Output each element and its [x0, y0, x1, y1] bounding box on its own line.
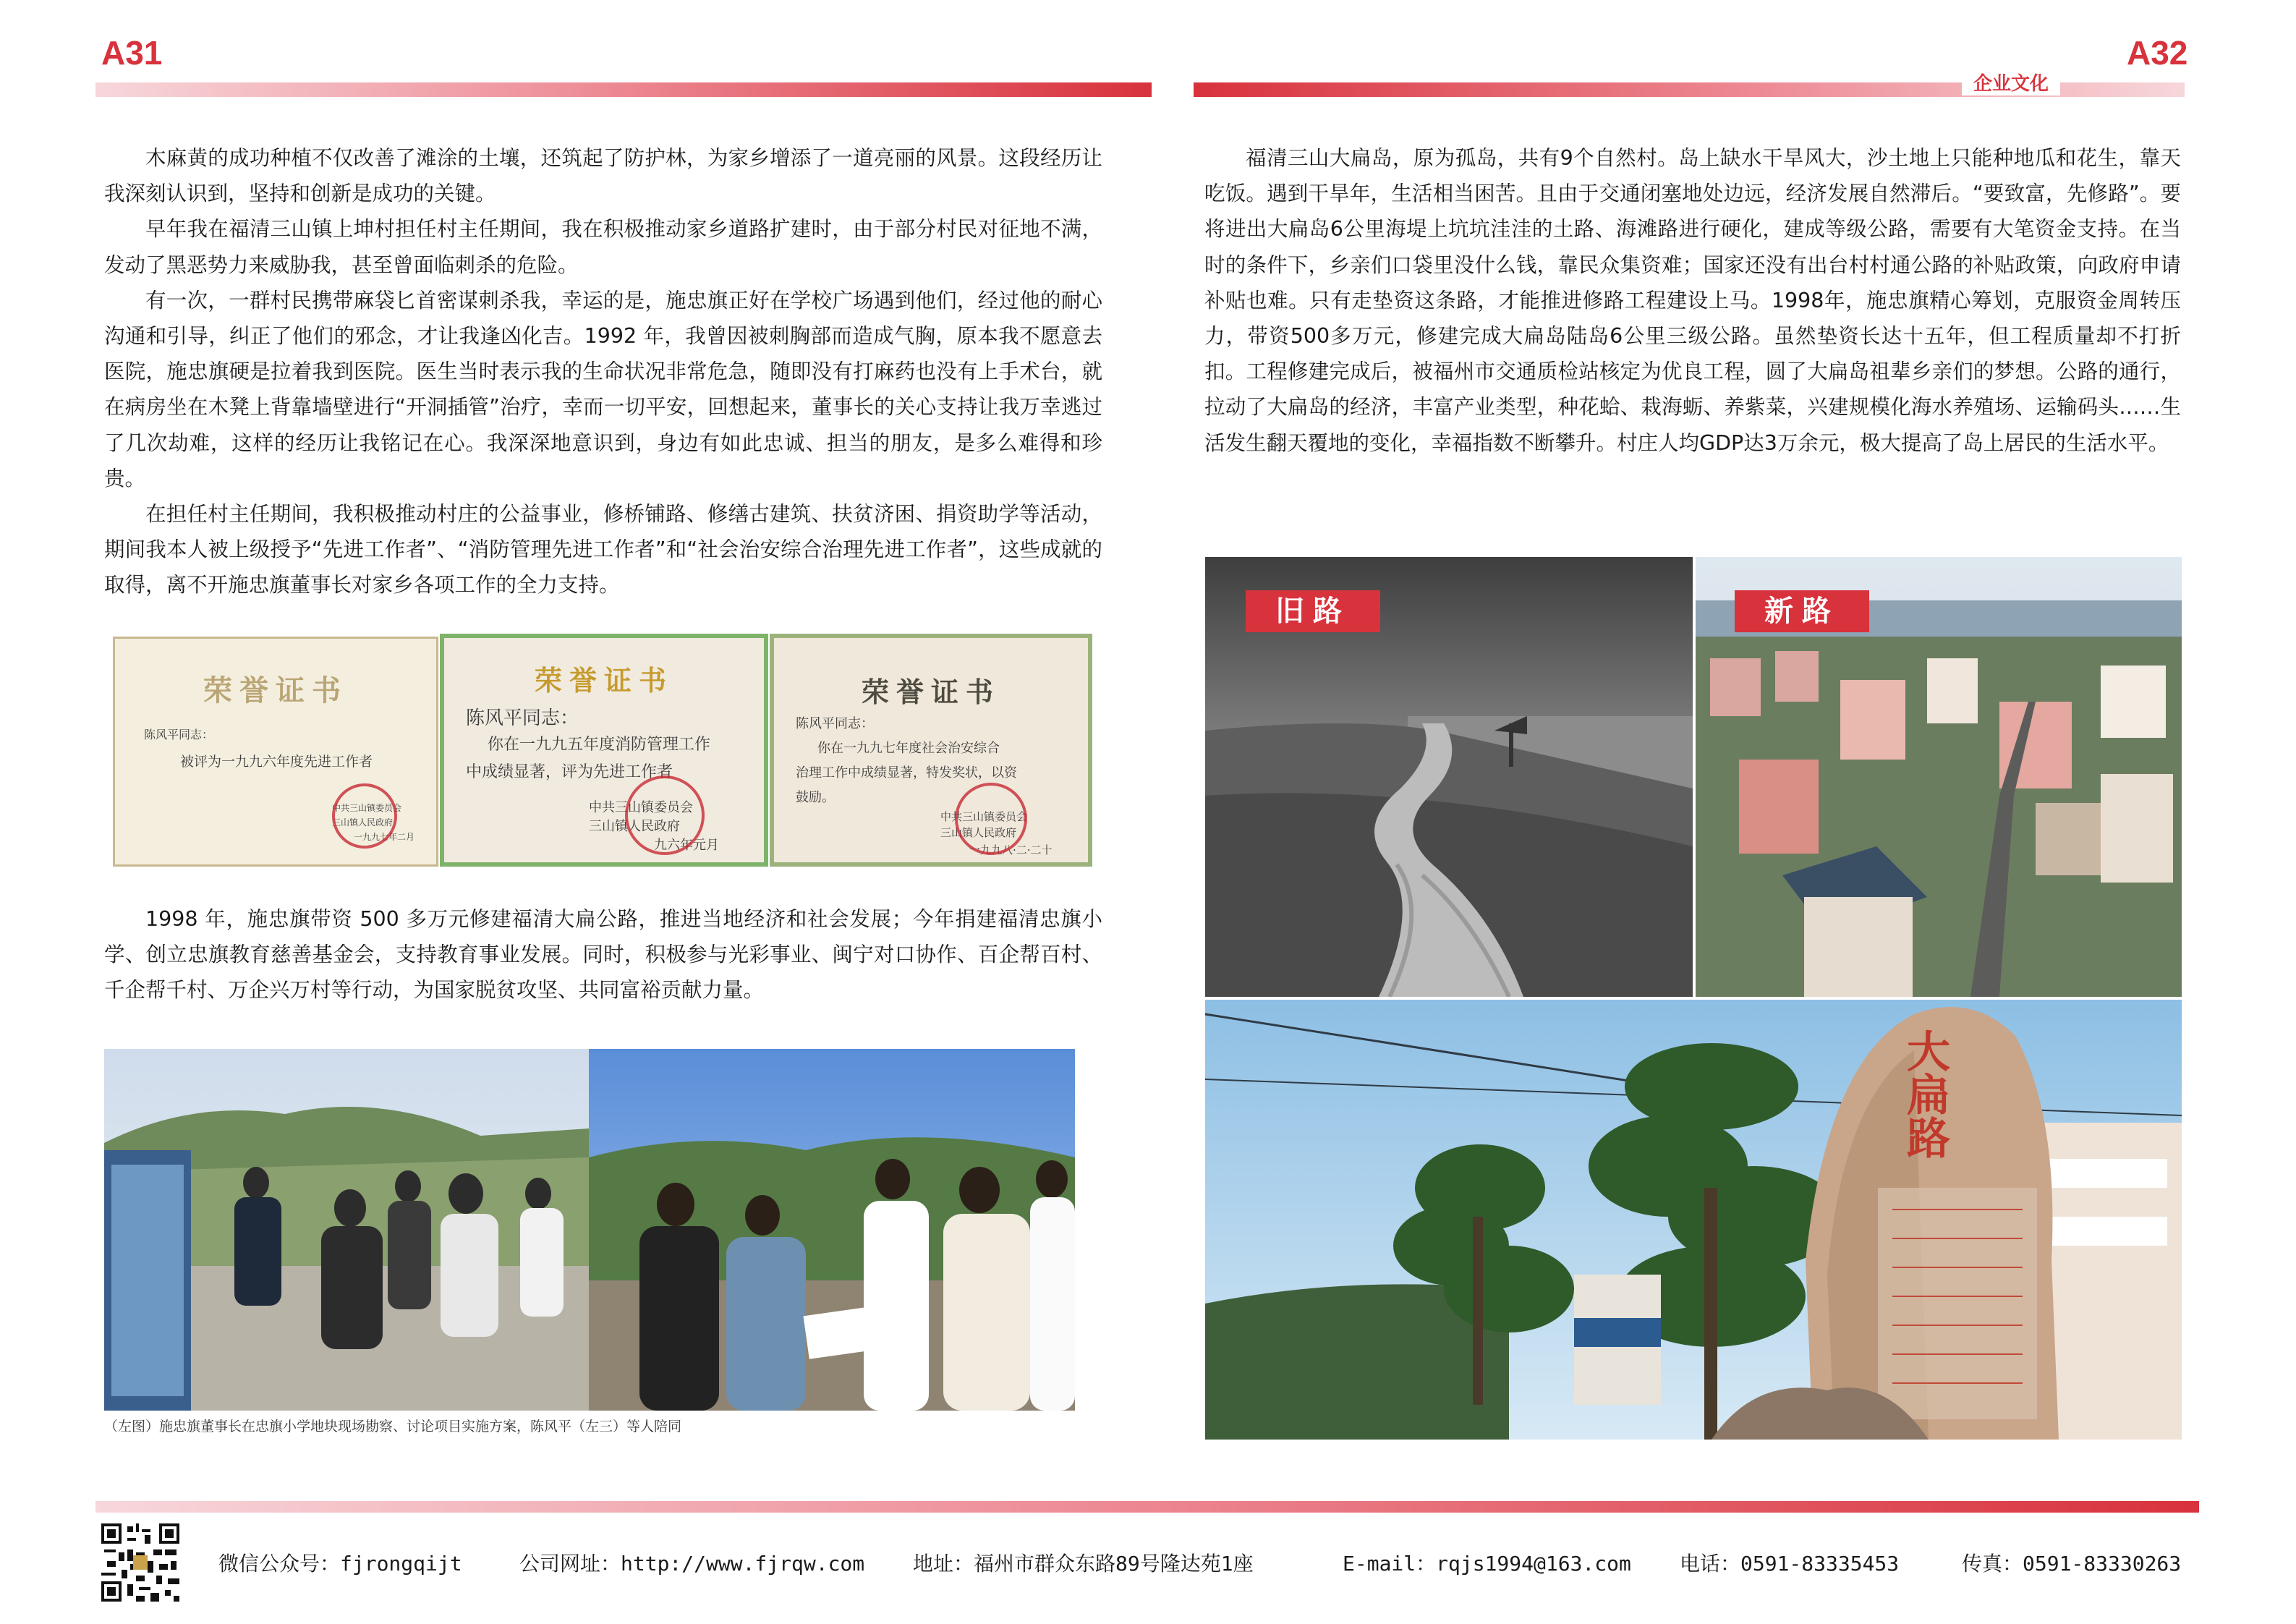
red-stamp: [332, 783, 397, 849]
red-stamp: [955, 783, 1027, 855]
footer-website[interactable]: 公司网址：http://www.fjrqw.com: [519, 1552, 865, 1576]
certificate-line: 鼓励。: [796, 790, 835, 805]
left-article-top: [104, 140, 1102, 603]
certificate-line: 陈风平同志：: [144, 728, 214, 741]
team-discussion-scene: [589, 1049, 1075, 1411]
left-paragraph: 在担任村主任期间，我积极推动村庄的公益事业，修桥铺路、修缮古建筑、扶贫济困、捐资助学等活动，期间我本人被上级授予“先进工作者”、“消防管理先进工作者”和“社会治安综合治理先进工作者”，这些成就的取得，离不开施忠旗董事长对家乡各项工作的全力支持。: [104, 502, 1102, 598]
old-road-badge: 旧路: [1246, 590, 1380, 632]
certificate-title: 荣誉证书: [203, 673, 348, 707]
certificate-issuer: 中共三山镇委员会: [589, 800, 693, 815]
left-paragraph: 木麻黄的成功种植不仅改善了滩涂的土壤，还筑起了防护林，为家乡增添了一道亮丽的风景。这段经历让我深刻认识到，坚持和创新是成功的关键。: [104, 146, 1102, 206]
qr-code: [101, 1523, 179, 1602]
new-road-badge: 新路: [1735, 590, 1869, 632]
footer-phone: 电话：0591-83335453: [1680, 1552, 1900, 1576]
certificate-title: 荣誉证书: [861, 676, 1000, 708]
certificate-line: 被评为一九九六年度先进工作者: [180, 754, 373, 770]
monument-inscription: 大扁路: [1900, 1029, 1950, 1159]
certificate-issuer: 三山镇人民政府: [940, 826, 1017, 839]
certificate-issuer: 三山镇人民政府: [589, 819, 680, 834]
certificate-line: 陈风平同志：: [466, 707, 579, 729]
certificate-line: 陈风平同志：: [796, 716, 874, 731]
section-tag: 企业文化: [1962, 72, 2060, 95]
certificate-line: 治理工作中成绩显著，特发奖状，以资: [796, 765, 1017, 781]
certificate-issuer: 中共三山镇委员会: [332, 803, 402, 813]
certificate-3: [770, 634, 1092, 867]
certificate-issuer: 一九九八·二·二十: [969, 843, 1053, 856]
site-inspection-photo-right: [589, 1049, 1075, 1411]
left-page-number: A31: [101, 34, 163, 72]
road-monument-photo: [1205, 1000, 2182, 1440]
footer-fax: 传真：0591-83330263: [1962, 1552, 2182, 1576]
certificate-title: 荣誉证书: [534, 664, 673, 697]
footer-email[interactable]: E-mail：rqjs1994@163.com: [1343, 1552, 1631, 1576]
monument-scene: [1205, 1000, 2182, 1440]
certificate-issuer: 九六年元月: [654, 838, 719, 853]
right-page-number: A32: [2127, 34, 2188, 72]
right-paragraph: 福清三山大扁岛，原为孤岛，共有9个自然村。岛上缺水干旱风大，沙土地上只能种地瓜和花生，靠天吃饭。遇到干旱年，生活相当困苦。且由于交通闭塞地处边远，经济发展自然滞后。“要致富，先修路”。要将进出大扁岛6公里海堤上坑坑洼洼的土路、海滩路进行硬化，建成等级公路，需要有大笔资金支持。在当时的条件下，乡亲们口袋里没什么钱，靠民众集资难；国家还没有出台村村通公路的补贴政策，向政府申请补贴也难。只有走垫资这条路，才能推进修路工程建设上马。1998年，施忠旗精心筹划，克服资金周转压力，带资500多万元，修建完成大扁岛陆岛6公里三级公路。虽然垫资长达十五年，但工程质量却不打折扣。工程修建完成后，被福州市交通质检站核定为优良工程，圆了大扁岛祖辈乡亲们的梦想。公路的通行，拉动了大扁岛的经济，丰富产业类型，种花蛤、栽海蛎、养紫菜，兴建规模化海水养殖场、运输码头……生活发生翻天覆地的变化，幸福指数不断攀升。村庄人均GDP达3万余元，极大提高了岛上居民的生活水平。: [1204, 146, 2181, 455]
left-article-bottom: [104, 901, 1102, 1008]
left-paragraph: 1998 年，施忠旗带资 500 多万元修建福清大扁公路，推进当地经济和社会发展；今年捐建福清忠旗小学、创立忠旗教育慈善基金会，支持教育事业发展。同时，积极参与光彩事业、闽宁对口协作、百企帮百村、千企帮千村、万企兴万村等行动，为国家脱贫攻坚、共同富裕贡献力量。: [104, 907, 1102, 1003]
certificate-2: [440, 634, 768, 867]
footer-wechat: 微信公众号：fjrongqijt: [218, 1552, 462, 1576]
left-paragraph: 有一次，一群村民携带麻袋匕首密谋刺杀我，幸运的是，施忠旗正好在学校广场遇到他们，经过他的耐心沟通和引导，纠正了他们的邪念，才让我逢凶化吉。1992 年，我曾因被刺胸部而造成气胸，原本我不愿意去医院，施忠旗硬是拉着我到医院。医生当时表示我的生命状况非常危急，随即没有打麻药也没有上手术台，就在病房坐在木凳上背靠墙壁进行“开洞插管”治疗，幸而一切平安，回想起来，董事长的关心支持让我万幸逃过了几次劫难，这样的经历让我铭记在心。我深深地意识到，身边有如此忠诚、担当的朋友，是多么难得和珍贵。: [104, 288, 1102, 490]
red-stamp: [625, 775, 705, 855]
photo-caption: （左图）施忠旗董事长在忠旗小学地块现场勘察、讨论项目实施方案，陈风平（左三）等人陪同: [104, 1419, 682, 1434]
left-paragraph: 早年我在福清三山镇上坤村担任村主任期间，我在积极推动家乡道路扩建时，由于部分村民对征地不满，发动了黑恶势力来威胁我，甚至曾面临刺杀的危险。: [104, 217, 1102, 277]
left-header-bar: [95, 82, 1152, 97]
certificate-issuer: 中共三山镇委员会: [940, 810, 1028, 823]
site-inspection-photo-left: [104, 1049, 589, 1411]
site-inspection-scene: [104, 1049, 589, 1411]
footer-address: 地址：福州市群众东路89号隆达苑1座: [913, 1552, 1254, 1576]
certificate-line: 你在一九九五年度消防管理工作: [488, 736, 711, 754]
certificate-line: 你在一九九七年度社会治安综合: [817, 741, 1000, 756]
certificate-line: 中成绩显著，评为先进工作者: [466, 763, 673, 781]
certificate-1: [113, 637, 438, 867]
certificate-issuer: 三山镇人民政府: [332, 817, 394, 828]
certificate-issuer: 一九九七年二月: [354, 832, 415, 842]
footer-bar: [95, 1501, 2199, 1513]
right-article: [1204, 140, 2181, 461]
qr-code-icon: [101, 1523, 179, 1602]
